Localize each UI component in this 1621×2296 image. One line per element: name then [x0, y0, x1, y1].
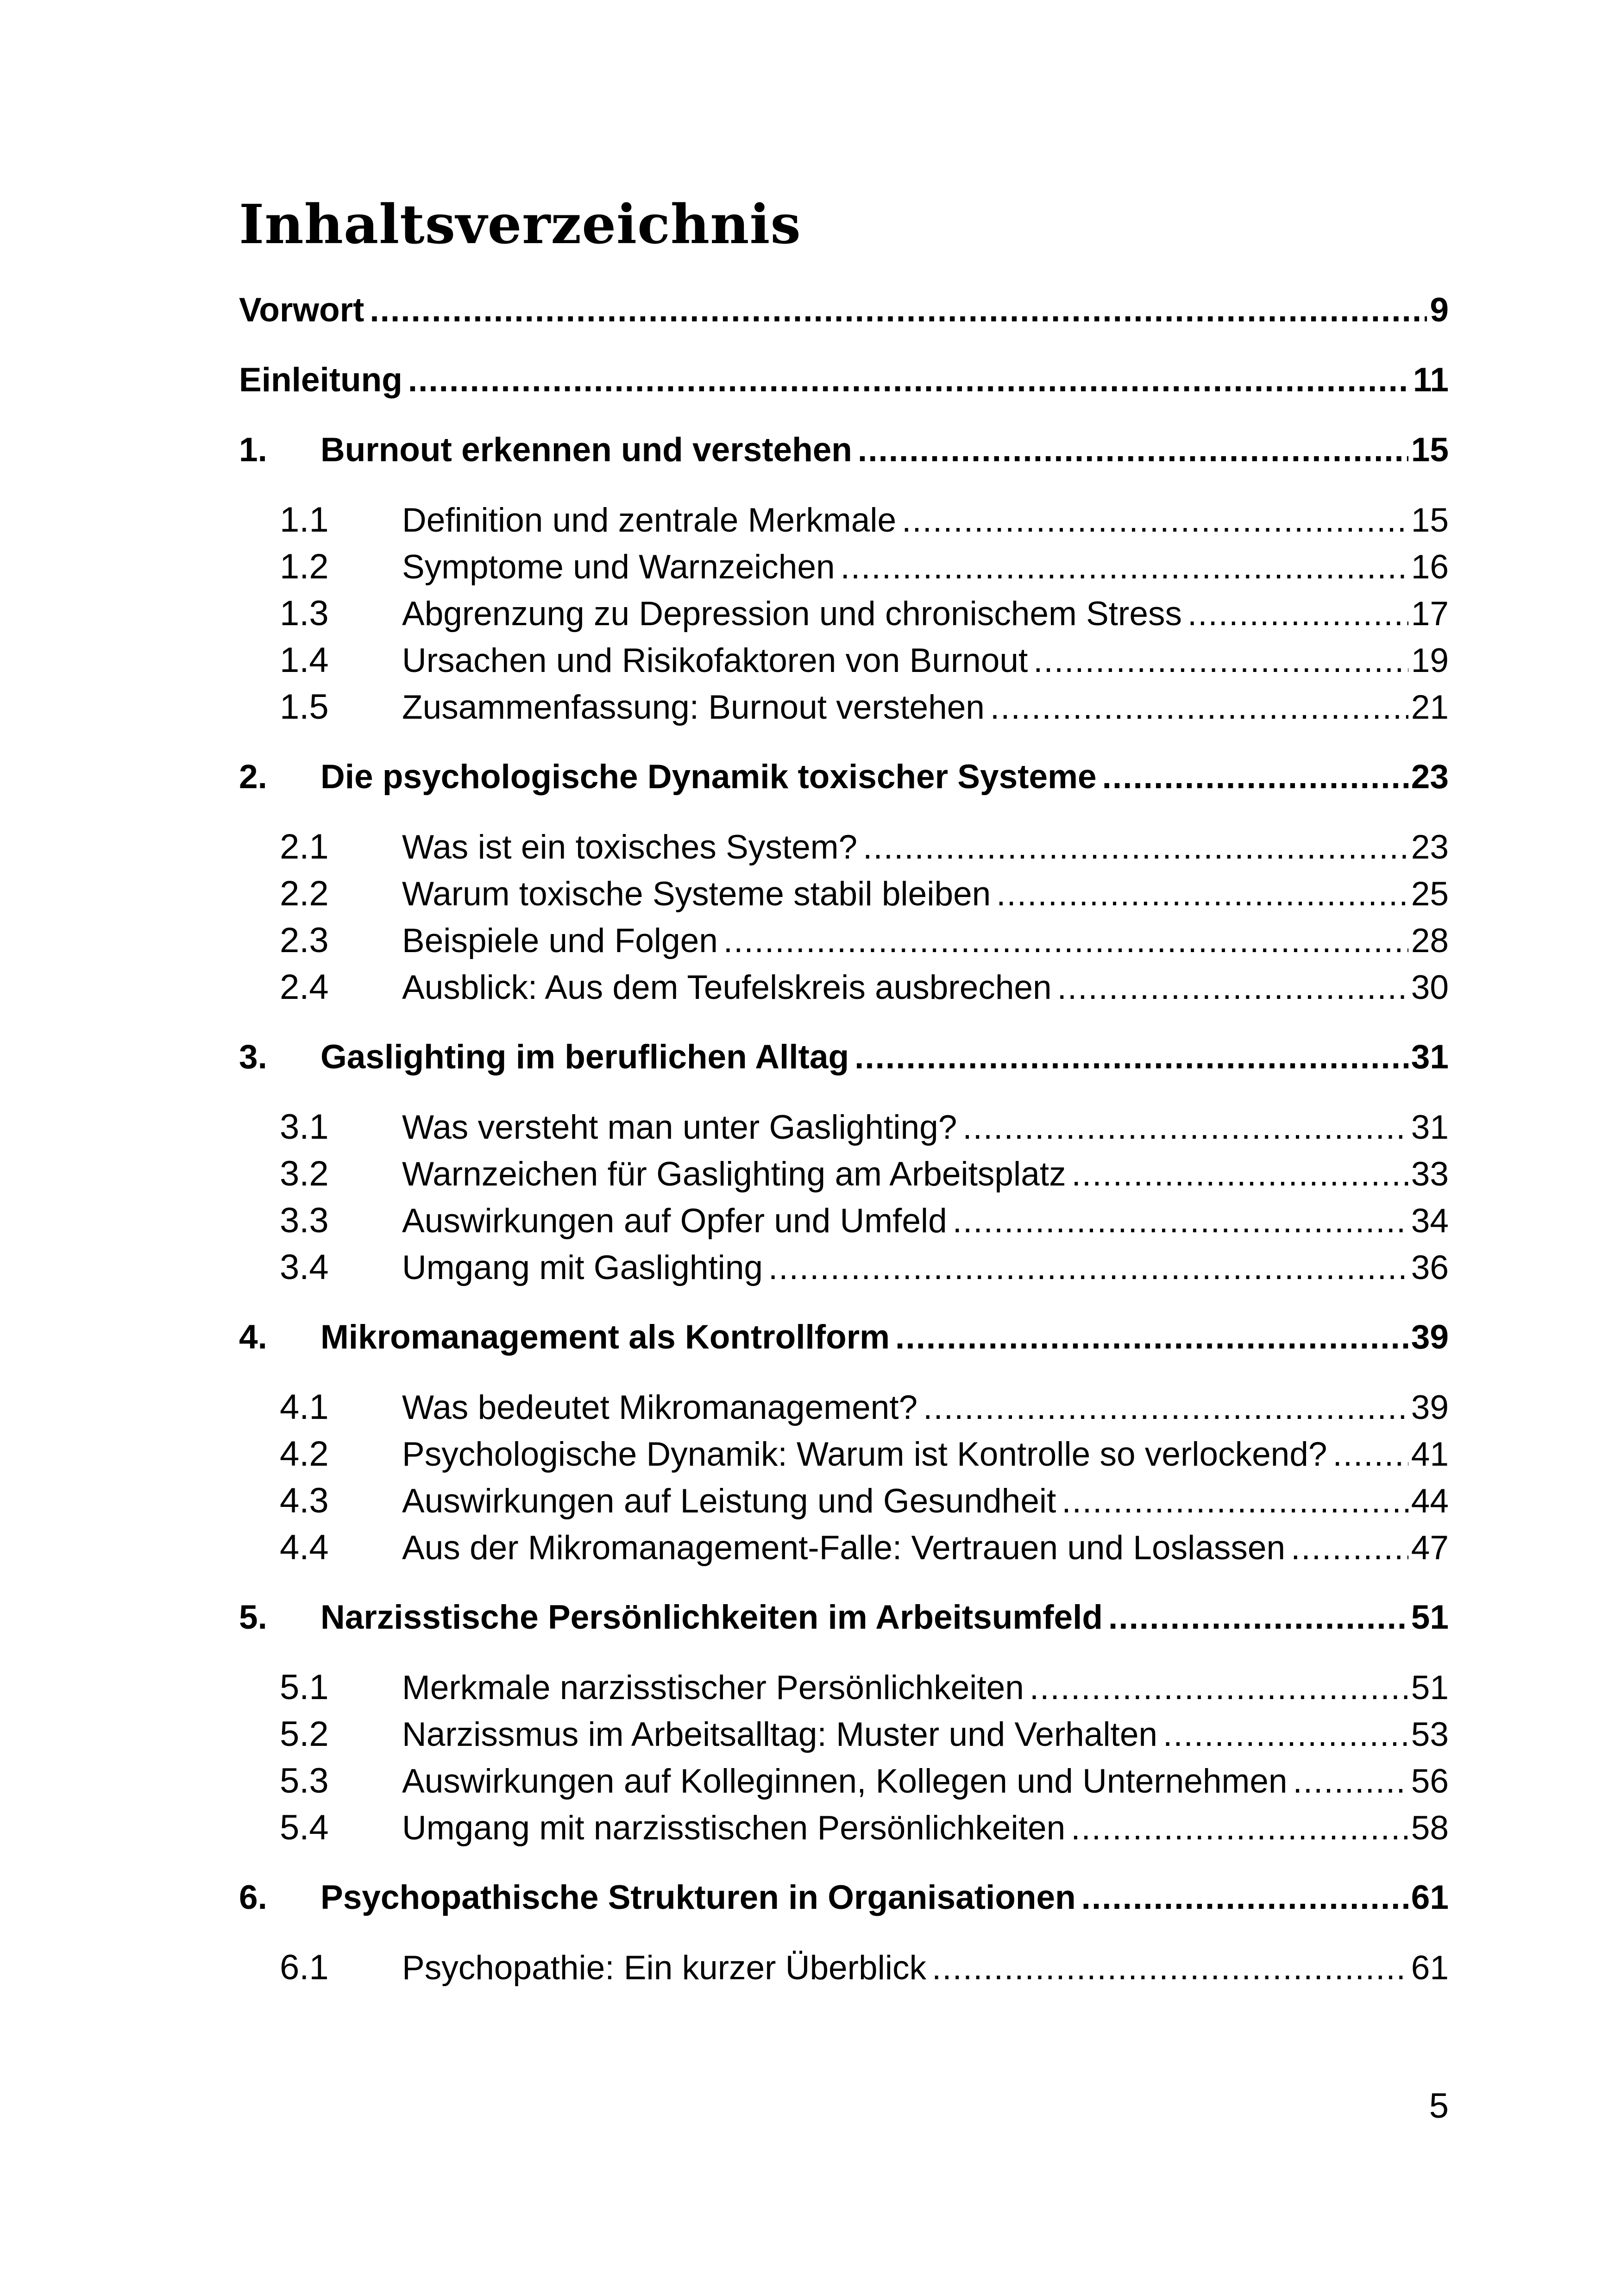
dot-leader [1057, 965, 1408, 1011]
toc-entry-label: Abgrenzung zu Depression und chronischem Stress [402, 595, 1182, 633]
toc-entry-label: Ursachen und Risikofaktoren von Burnout [402, 642, 1028, 679]
toc-entry-number: 1.5 [280, 687, 329, 727]
toc-entry-number: 4.3 [280, 1481, 329, 1520]
toc-entry-label: Umgang mit Gaslighting [402, 1249, 763, 1286]
toc-entry-label: Gaslighting im beruflichen Alltag [320, 1038, 849, 1076]
toc-entry-page: 41 [1411, 1436, 1449, 1473]
toc-entry-page: 44 [1411, 1482, 1449, 1520]
dot-leader [1332, 1431, 1408, 1478]
toc-entry-label: Narzisstische Persönlichkeiten im Arbeitsumfeld [320, 1599, 1103, 1636]
dot-leader [841, 544, 1408, 590]
toc-entry-label: Warum toxische Systeme stabil bleiben [402, 875, 991, 913]
toc-entry-label: Was ist ein toxisches System? [402, 828, 858, 866]
toc-chapter-2[interactable] [239, 754, 1449, 800]
toc-entry-einleitung[interactable] [239, 357, 1449, 403]
dot-leader [723, 918, 1408, 964]
toc-section-4-4[interactable] [239, 1524, 1449, 1571]
toc-entry-label: Warnzeichen für Gaslighting am Arbeitsplatz [402, 1155, 1066, 1193]
toc-entry-label: Beispiele und Folgen [402, 922, 718, 960]
toc-entry-page: 19 [1411, 642, 1449, 679]
toc-entry-label: Einleitung [239, 361, 402, 399]
dot-leader [932, 1945, 1408, 1991]
toc-entry-label: Auswirkungen auf Opfer und Umfeld [402, 1202, 947, 1240]
toc-entry-number: 2.4 [280, 967, 329, 1007]
toc-chapter-1[interactable] [239, 427, 1449, 473]
toc-entry-number: 6.1 [280, 1948, 329, 1987]
toc-entry-number: 3.3 [280, 1201, 329, 1240]
toc-entry-page: 15 [1411, 502, 1449, 539]
toc-entry-page: 23 [1411, 828, 1449, 866]
dot-leader [996, 871, 1408, 917]
toc-entry-number: 3. [239, 1038, 267, 1076]
toc-entry-page: 11 [1413, 361, 1449, 399]
toc-entry-label: Was bedeutet Mikromanagement? [402, 1389, 918, 1426]
toc-entry-page: 30 [1411, 969, 1449, 1006]
dot-leader [854, 1034, 1408, 1080]
toc-entry-label: Merkmale narzisstischer Persönlichkeiten [402, 1669, 1024, 1706]
dot-leader [768, 1245, 1408, 1291]
toc-entry-label: Auswirkungen auf Kolleginnen, Kollegen und Unternehmen [402, 1763, 1288, 1800]
toc-entry-page: 17 [1411, 595, 1449, 633]
toc-entry-page: 31 [1411, 1109, 1449, 1146]
toc-section-1-5[interactable] [239, 684, 1449, 730]
dot-leader [1062, 1478, 1408, 1524]
toc-entry-label: Vorwort [239, 291, 364, 329]
toc-section-4-3[interactable] [239, 1478, 1449, 1524]
toc-entry-number: 5.3 [280, 1761, 329, 1800]
dot-leader [408, 357, 1410, 403]
dot-leader [1102, 754, 1408, 800]
toc-entry-page: 31 [1411, 1038, 1449, 1076]
dot-leader [370, 287, 1427, 333]
toc-entry-page: 15 [1411, 431, 1449, 469]
toc-entry-page: 56 [1411, 1763, 1449, 1800]
dot-leader [962, 1104, 1408, 1151]
dot-leader [1163, 1712, 1408, 1758]
dot-leader [923, 1385, 1408, 1431]
toc-section-4-1[interactable] [239, 1384, 1449, 1430]
toc-entry-page: 61 [1411, 1949, 1449, 1987]
toc-entry-label: Aus der Mikromanagement-Falle: Vertrauen und Loslassen [402, 1529, 1286, 1567]
toc-entry-number: 1.3 [280, 594, 329, 633]
toc-entry-number: 4. [239, 1318, 267, 1356]
toc-section-5-1[interactable] [239, 1664, 1449, 1711]
toc-entry-page: 53 [1411, 1716, 1449, 1753]
dot-leader [902, 497, 1408, 544]
toc-entry-page: 47 [1411, 1529, 1449, 1567]
dot-leader [990, 684, 1408, 731]
toc-entry-page: 36 [1411, 1249, 1449, 1286]
dot-leader [1081, 1875, 1408, 1921]
dot-leader [1072, 1151, 1408, 1198]
page-title: Inhaltsverzeichnis [239, 193, 801, 256]
toc-entry-label: Die psychologische Dynamik toxischer Systeme [320, 758, 1097, 796]
toc-entry-page: 25 [1411, 875, 1449, 913]
toc-entry-label: Definition und zentrale Merkmale [402, 502, 897, 539]
toc-entry-number: 5.1 [280, 1668, 329, 1707]
toc-entry-number: 2.3 [280, 921, 329, 960]
toc-entry-page: 34 [1411, 1202, 1449, 1240]
toc-entry-number: 2.2 [280, 874, 329, 913]
toc-entry-label: Umgang mit narzisstischen Persönlichkeiten [402, 1809, 1066, 1847]
toc-entry-number: 1.1 [280, 500, 329, 539]
toc-section-1-4[interactable] [239, 637, 1449, 684]
toc-entry-number: 3.2 [280, 1154, 329, 1193]
toc-entry-number: 1.2 [280, 547, 329, 586]
toc-section-1-1[interactable] [239, 497, 1449, 543]
toc-section-5-4[interactable] [239, 1805, 1449, 1851]
toc-entry-number: 1. [239, 431, 267, 469]
dot-leader [1293, 1758, 1408, 1805]
toc-entry-label: Psychopathische Strukturen in Organisationen [320, 1879, 1076, 1916]
toc-entry-number: 2. [239, 758, 267, 796]
toc-chapter-3[interactable] [239, 1034, 1449, 1080]
toc-chapter-6[interactable] [239, 1875, 1449, 1921]
toc-entry-page: 9 [1430, 291, 1449, 329]
toc-entry-page: 23 [1411, 758, 1449, 796]
toc-entry-number: 5.4 [280, 1808, 329, 1847]
toc-entry-label: Was versteht man unter Gaslighting? [402, 1109, 957, 1146]
toc-entry-label: Psychologische Dynamik: Warum ist Kontrolle so verlockend? [402, 1436, 1327, 1473]
toc-entry-label: Narzissmus im Arbeitsalltag: Muster und Verhalten [402, 1716, 1158, 1753]
toc-section-2-1[interactable] [239, 824, 1449, 870]
toc-section-2-2[interactable] [239, 871, 1449, 917]
toc-section-5-2[interactable] [239, 1711, 1449, 1757]
toc-section-3-4[interactable] [239, 1244, 1449, 1291]
toc-entry-page: 21 [1411, 689, 1449, 726]
toc-entry-number: 4.4 [280, 1528, 329, 1567]
toc-section-5-3[interactable] [239, 1758, 1449, 1804]
dot-leader [1033, 638, 1408, 684]
dot-leader [953, 1198, 1408, 1244]
toc-entry-label: Zusammenfassung: Burnout verstehen [402, 689, 985, 726]
toc-entry-page: 16 [1411, 548, 1449, 586]
toc-entry-number: 3.4 [280, 1248, 329, 1287]
dot-leader [863, 824, 1408, 871]
toc-entry-number: 4.2 [280, 1434, 329, 1474]
toc-entry-number: 1.4 [280, 640, 329, 680]
toc-entry-label: Mikromanagement als Kontrollform [320, 1318, 890, 1356]
toc-entry-number: 6. [239, 1879, 267, 1916]
toc-section-6-1[interactable] [239, 1945, 1449, 1991]
toc-entry-page: 39 [1411, 1318, 1449, 1356]
toc-entry-number: 2.1 [280, 827, 329, 866]
toc-entry-page: 51 [1411, 1599, 1449, 1636]
toc-entry-page: 33 [1411, 1155, 1449, 1193]
toc-entry-number: 5.2 [280, 1714, 329, 1754]
toc-entry-page: 39 [1411, 1389, 1449, 1426]
toc-entry-number: 4.1 [280, 1387, 329, 1427]
dot-leader [1187, 591, 1408, 637]
toc-section-2-3[interactable] [239, 917, 1449, 964]
dot-leader [895, 1314, 1408, 1361]
toc-entry-page: 28 [1411, 922, 1449, 960]
toc-chapter-4[interactable] [239, 1314, 1449, 1361]
toc-section-2-4[interactable] [239, 964, 1449, 1010]
toc-section-3-2[interactable] [239, 1151, 1449, 1197]
toc-section-1-2[interactable] [239, 544, 1449, 590]
toc-entry-page: 61 [1411, 1879, 1449, 1916]
dot-leader [1030, 1665, 1408, 1711]
toc-entry-label: Ausblick: Aus dem Teufelskreis ausbrechen [402, 969, 1052, 1006]
toc-chapter-5[interactable] [239, 1594, 1449, 1641]
toc-entry-number: 5. [239, 1599, 267, 1636]
toc-section-1-3[interactable] [239, 590, 1449, 637]
toc-entry-number: 3.1 [280, 1107, 329, 1147]
toc-entry-label: Psychopathie: Ein kurzer Überblick [402, 1949, 926, 1987]
toc-section-4-2[interactable] [239, 1431, 1449, 1477]
toc-entry-label: Symptome und Warnzeichen [402, 548, 835, 586]
toc-entry-label: Burnout erkennen und verstehen [320, 431, 852, 469]
toc-entry-page: 58 [1411, 1809, 1449, 1847]
toc-section-3-3[interactable] [239, 1198, 1449, 1244]
toc-entry-label: Auswirkungen auf Leistung und Gesundheit [402, 1482, 1056, 1520]
dot-leader [1291, 1525, 1408, 1571]
dot-leader [1108, 1594, 1408, 1641]
toc-section-3-1[interactable] [239, 1104, 1449, 1150]
toc-entry-page: 51 [1411, 1669, 1449, 1706]
toc-entry-vorwort[interactable] [239, 287, 1449, 333]
dot-leader [858, 427, 1408, 473]
dot-leader [1071, 1805, 1408, 1851]
page-number: 5 [1429, 2086, 1449, 2126]
table-of-contents [239, 0, 1449, 2296]
